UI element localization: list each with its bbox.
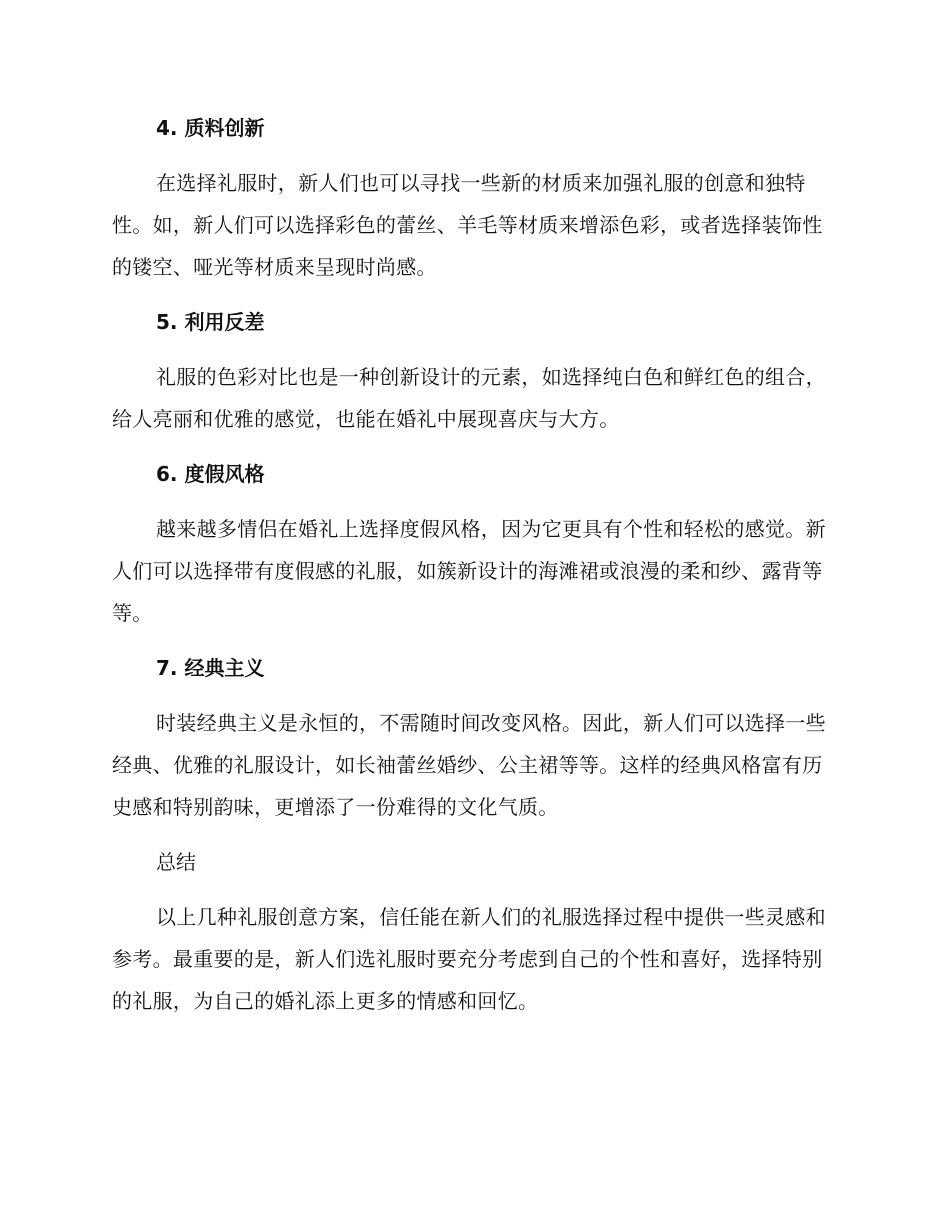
- section-paragraph: 时装经典主义是永恒的，不需随时间改变风格。因此，新人们可以选择一些经典、优雅的礼服设计，如长袖蕾丝婚纱、公主裙等等。这样的经典风格富有历史感和特别韵味，更增添了一份难得的文化气质。: [112, 711, 826, 819]
- section-heading: 4. 质料创新: [156, 116, 265, 140]
- section-heading: 6. 度假风格: [156, 462, 265, 486]
- summary-heading: 总结: [156, 850, 196, 874]
- section-heading: 7. 经典主义: [156, 656, 265, 680]
- section-paragraph: 礼服的色彩对比也是一种创新设计的元素，如选择纯白色和鲜红色的组合，给人亮丽和优雅的感觉，也能在婚礼中展现喜庆与大方。: [112, 365, 826, 431]
- document-content: [112, 112, 832, 1040]
- summary-paragraph: 以上几种礼服创意方案，信任能在新人们的礼服选择过程中提供一些灵感和参考。最重要的是，新人们选礼服时要充分考虑到自己的个性和喜好，选择特别的礼服，为自己的婚礼添上更多的情感和回忆。: [112, 905, 826, 1013]
- section-heading: 5. 利用反差: [156, 310, 265, 334]
- section-paragraph: 在选择礼服时，新人们也可以寻找一些新的材质来加强礼服的创意和独特性。如，新人们可以选择彩色的蕾丝、羊毛等材质来增添色彩，或者选择装饰性的镂空、哑光等材质来呈现时尚感。: [112, 171, 823, 279]
- section-paragraph: 越来越多情侣在婚礼上选择度假风格，因为它更具有个性和轻松的感觉。新人们可以选择带有度假感的礼服，如簇新设计的海滩裙或浪漫的柔和纱、露背等等。: [112, 517, 826, 625]
